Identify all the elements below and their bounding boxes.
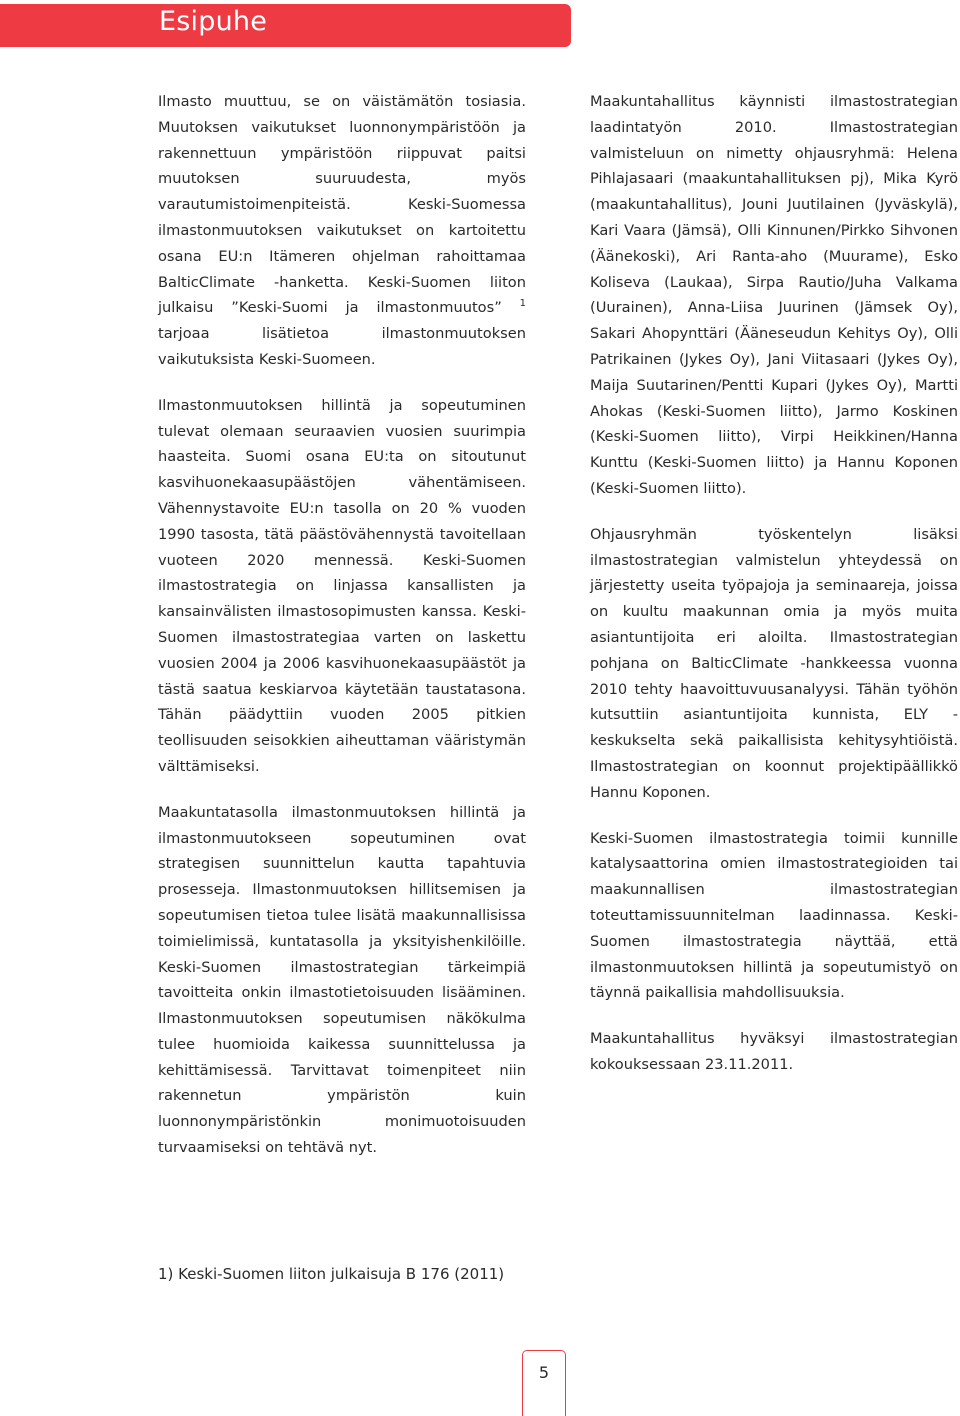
- paragraph-text: Ilmasto muuttuu, se on väistämätön tosiasia. Muutoksen vaikutukset luonnonympäristöön ja rakennettuun ympäristöön riippuvat paitsi muutoksen suuruudesta, myös varautumistoimenpiteistä. Keski-Suomessa ilmastonmuutoksen vaikutukset on kartoitettu osana EU:n Itämeren ohjelman rahoittamaa BalticClimate -hanketta. Keski-Suomen liiton julkaisu ”Keski-Suomi ja ilmastonmuutos”: [158, 93, 526, 317]
- paragraph: [158, 89, 526, 373]
- paragraph: Ohjausryhmän työskentelyn lisäksi ilmastostrategian valmistelun yhteydessä on järjestetty useita työpajoja ja seminaareja, joissa on kuultu maakunnan omia ja myös muita asiantuntijoita eri aloilta. Ilmastostrategian pohjana on BalticClimate -hankkeessa vuonna 2010 tehty haavoittuvuusanalyysi. Tähän työhön kutsuttiin asiantuntijoita kunnista, ELY -keskukselta sekä paikallisista kehitysyhtiöistä. Ilmastostrategian on koonnut projektipäällikkö Hannu Koponen.: [590, 525, 958, 801]
- footnote: 1) Keski-Suomen liiton julkaisuja B 176 (2011): [158, 1265, 505, 1283]
- paragraph: Maakuntatasolla ilmastonmuutoksen hillintä ja ilmastonmuutokseen sopeutuminen ovat strategisen suunnittelun kautta tapahtuvia prosesseja. Ilmastonmuutoksen hillitsemisen ja sopeutumisen tietoa tulee lisätä maakunnallisissa toimielimissä, kuntatasolla ja yksityishenkilöille. Keski-Suomen ilmastostrategian tärkeimpiä tavoitteita onkin ilmastotietoisuuden lisääminen. Ilmastonmuutoksen sopeutumisen näkökulma tulee huomioida kaikessa suunnittelussa ja kehittämisessä. Tarvittavat toimenpiteet niin rakennetun ympäristön kuin luonnonympäristönkin monimuotoisuuden turvaamiseksi on tehtävä nyt.: [158, 803, 526, 1157]
- paragraph: Maakuntahallitus käynnisti ilmastostrategian laadintatyön 2010. Ilmastostrategian valmisteluun on nimetty ohjausryhmä: Helena Pihlajasaari (maakuntahallituksen pj), Mika Kyrö (maakuntahallitus), Jouni Juutilainen (Jyväskylä), Kari Vaara (Jämsä), Olli Kinnunen/Pirkko Sihvonen (Äänekoski), Ari Ranta-aho (Muurame), Esko Koliseva (Laukaa), Sirpa Rautio/Juha Valkama (Uurainen), Anna-Liisa Juurinen (Jämsek Oy), Sakari Ahopynttäri (Ääneseudun Kehitys Oy), Olli Patrikainen (Jykes Oy), Jani Viitasaari (Jykes Oy), Maija Suutarinen/Pentti Kupari (Jykes Oy), Martti Ahokas (Keski-Suomen liitto), Jarmo Koskinen (Keski-Suomen liitto), Virpi Heikkinen/Hanna Kunttu (Keski-Suomen liitto) ja Hannu Koponen (Keski-Suomen liitto).: [590, 93, 958, 497]
- page-number: 5: [538, 1363, 550, 1382]
- right-column: [590, 89, 958, 1098]
- header-bar: [0, 4, 571, 47]
- page-number-tab: [522, 1350, 566, 1416]
- paragraph: Maakuntahallitus hyväksyi ilmastostrategian kokouksessaan 23.11.2011.: [590, 1030, 958, 1073]
- paragraph: Keski-Suomen ilmastostrategia toimii kunnille katalysaattorina omien ilmastostrategioiden tai maakunnallisen ilmastostrategian toteuttamissuunnitelman laadinnassa. Keski-Suomen ilmastostrategia näyttää, että ilmastonmuutoksen hillintä ja sopeutumistyö on täynnä paikallisia mahdollisuuksia.: [590, 829, 958, 1002]
- footnote-ref: 1: [519, 298, 527, 310]
- paragraph-tail: tarjoaa lisätietoa ilmastonmuutoksen vaikutuksista Keski-Suomeen.: [158, 325, 526, 368]
- left-column: [158, 89, 526, 1181]
- page-title: Esipuhe: [159, 6, 268, 37]
- paragraph: Ilmastonmuutoksen hillintä ja sopeutuminen tulevat olemaan seuraavien vuosien suurimpia haasteita. Suomi osana EU:ta on sitoutunut kasvihuonekaasupäästöjen vähentämiseen. Vähennystavoite EU:n tasolla on 20 % vuoden 1990 tasosta, tätä päästövähennystä tavoitellaan vuoteen 2020 mennessä. Keski-Suomen ilmastostrategia on linjassa kansallisten ja kansainvälisten ilmastosopimusten kanssa. Keski-Suomen ilmastostrategiaa varten on laskettu vuosien 2004 ja 2006 kasvihuonekaasupäästöt ja tästä saatua keskiarvoa käytetään taustatasona. Tähän päädyttiin vuoden 2005 pitkien teollisuuden seisokkien aiheuttaman vääristymän välttämiseksi.: [158, 396, 526, 775]
